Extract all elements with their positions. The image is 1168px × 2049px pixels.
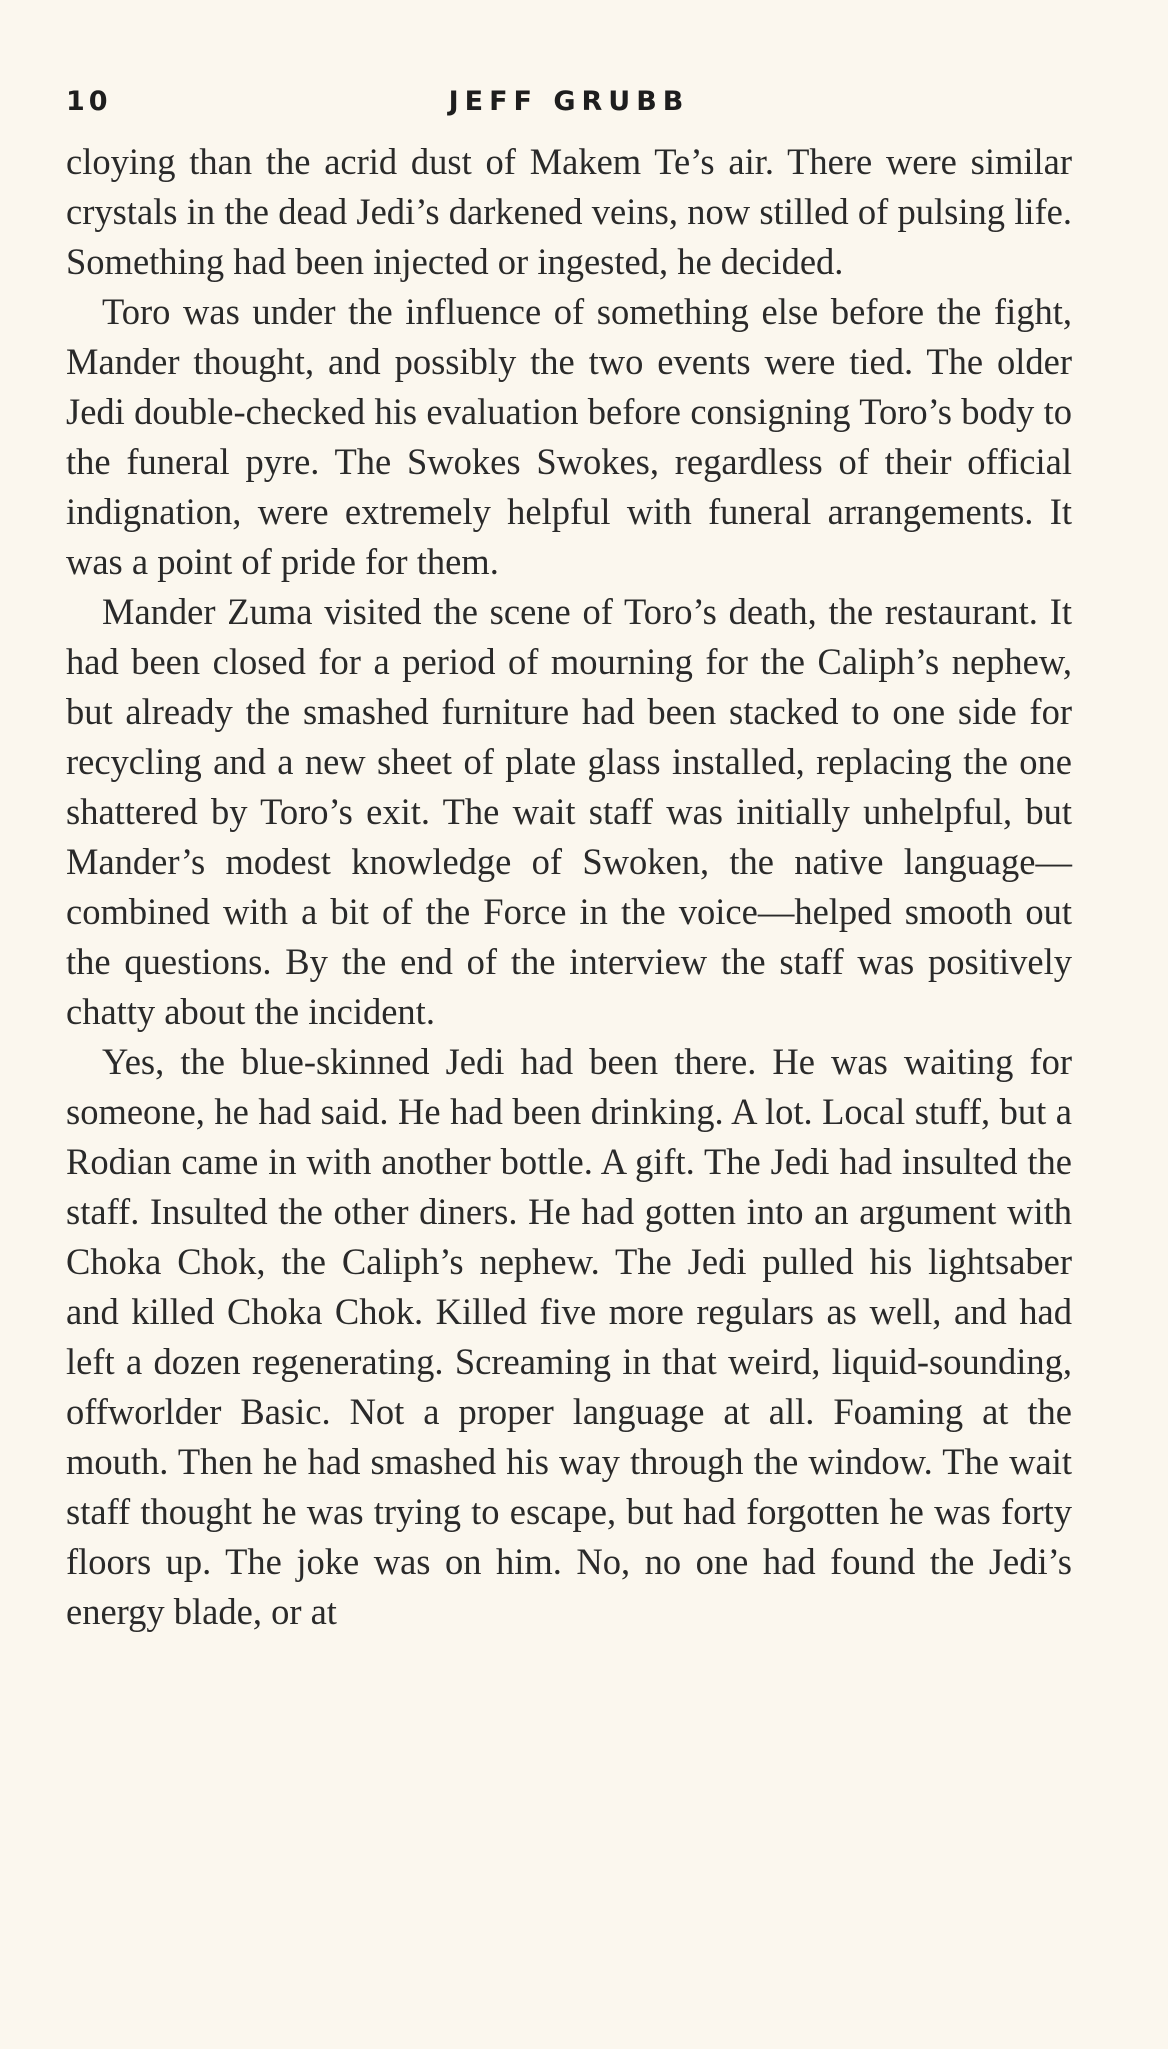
paragraph-2: Toro was under the influence of something else before the fight, Mander thought, and possibly the two events were tied. The older Jedi double-checked his evaluation before consigning Toro’s body to the funeral pyre. The Swokes Swokes, regardless of their official indignation, were extremely helpful with funeral arrangements. It was a point of pride for them. [66, 291, 1072, 582]
author-name: JEFF GRUBB [448, 86, 690, 117]
paragraph-3: Mander Zuma visited the scene of Toro’s death, the restaurant. It had been closed for a period of mourning for the Caliph’s nephew, but already the smashed furniture had been stacked to one side for recycling and a new sheet of plate glass installed, replacing the one shattered by Toro’s exit. The wait staff was initially unhelpful, but Mander’s modest knowledge of Swoken, the native language—combined with a bit of the Force in the voice—helped smooth out the questions. By the end of the interview the staff was positively chatty about the incident. [66, 591, 1072, 1032]
page-number: 10 [66, 86, 112, 117]
body-text [66, 137, 1072, 1637]
running-header [66, 86, 1072, 126]
paragraph-1: cloying than the acrid dust of Makem Te’s air. There were similar crystals in the dead Jedi’s darkened veins, now stilled of pulsing life. Something had been injected or ingested, he decided. [66, 141, 1072, 282]
paragraph-4: Yes, the blue-skinned Jedi had been there. He was waiting for someone, he had said. He had been drinking. A lot. Local stuff, but a Rodian came in with another bottle. A gift. The Jedi had insulted the staff. Insulted the other diners. He had gotten into an argument with Choka Chok, the Caliph’s nephew. The Jedi pulled his lightsaber and killed Choka Chok. Killed five more regulars as well, and had left a dozen regenerating. Screaming in that weird, liquid-sounding, offworlder Basic. Not a proper language at all. Foaming at the mouth. Then he had smashed his way through the window. The wait staff thought he was trying to escape, but had forgotten he was forty floors up. The joke was on him. No, no one had found the Jedi’s energy blade, or at [66, 1041, 1072, 1632]
